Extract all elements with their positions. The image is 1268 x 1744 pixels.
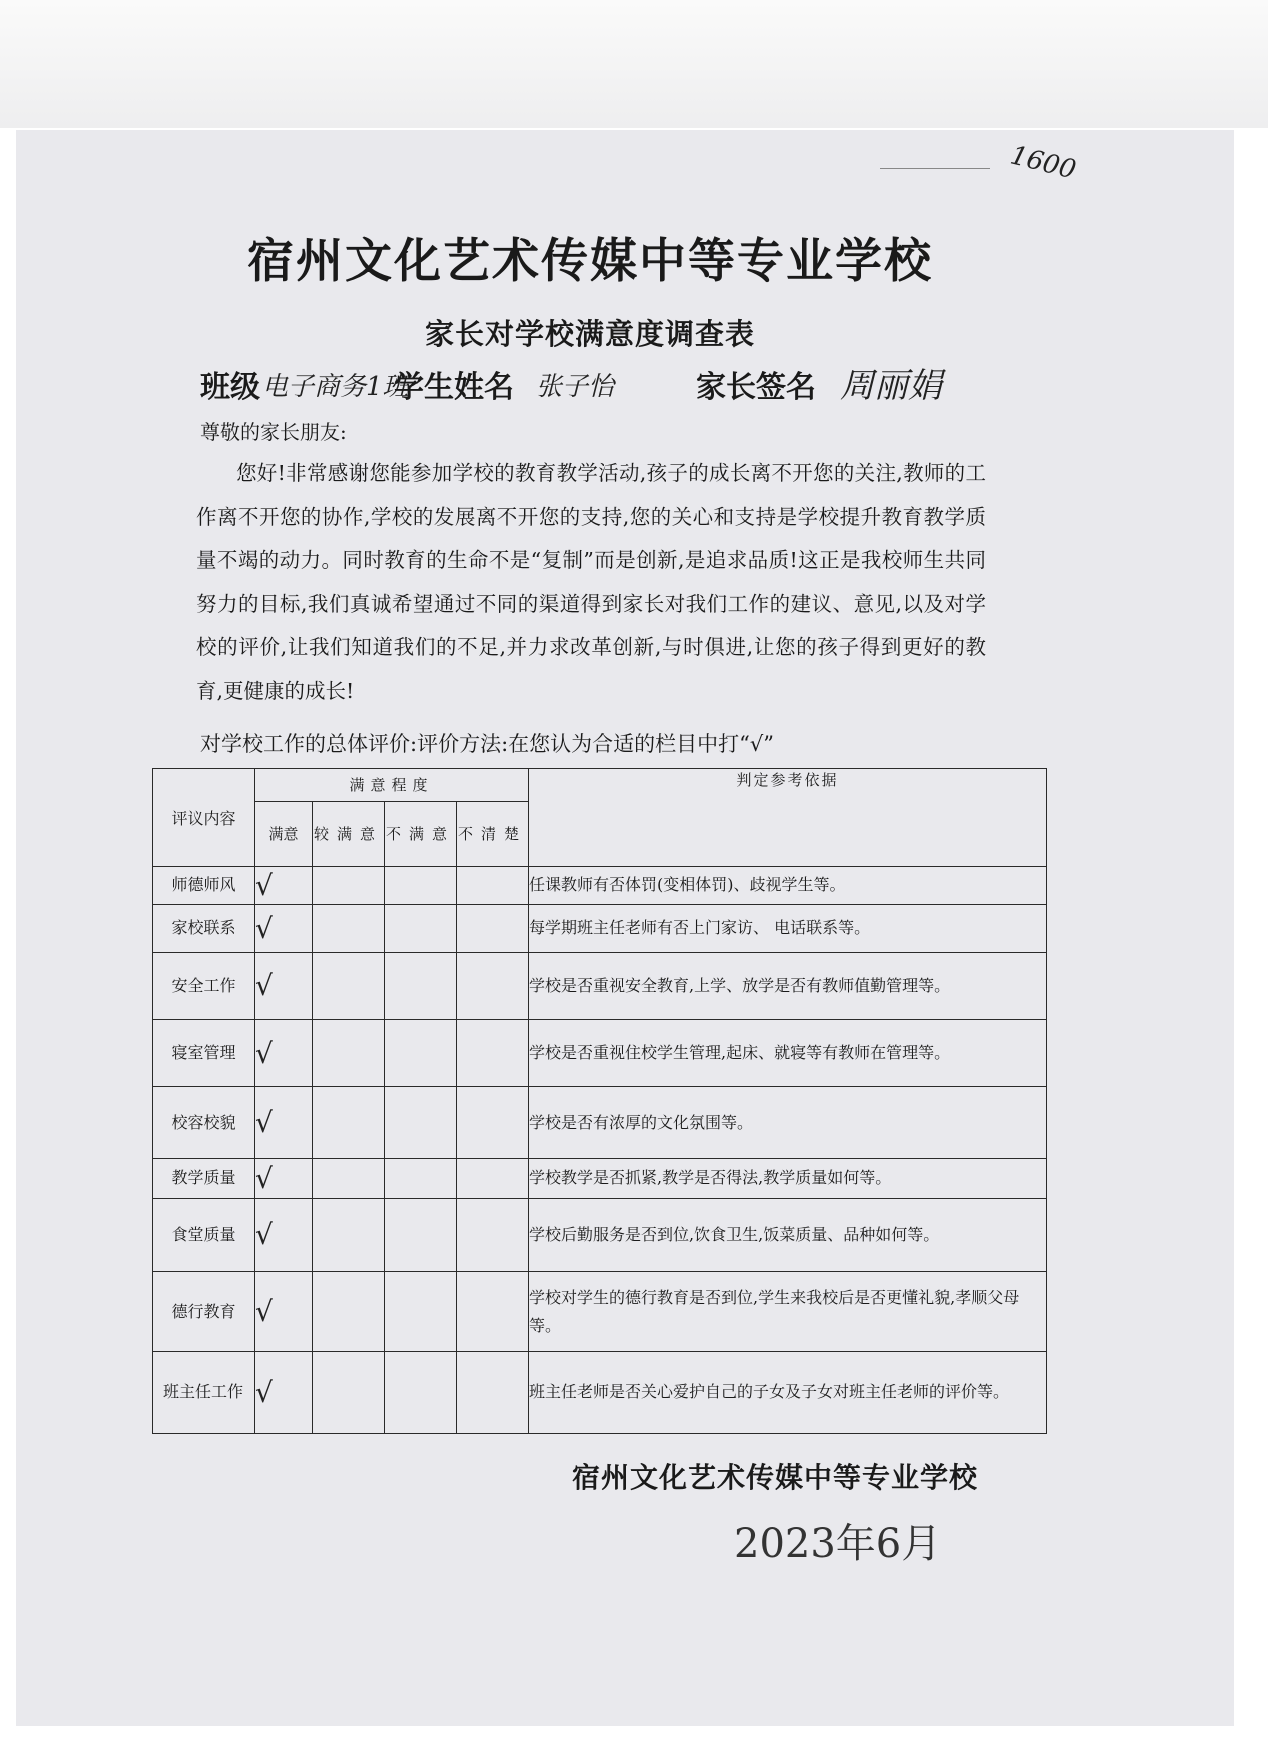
header-level-fairly-satisfied: 较满意	[313, 801, 385, 866]
row-criteria: 每学期班主任老师有否上门家访、 电话联系等。	[529, 904, 1047, 952]
table-row	[153, 866, 1047, 904]
check-mark-satisfied[interactable]: √	[255, 1198, 313, 1272]
check-mark-satisfied[interactable]: √	[255, 1158, 313, 1198]
survey-table	[152, 768, 1047, 1434]
row-criteria: 学校对学生的德行教育是否到位,学生来我校后是否更懂礼貌,孝顺父母等。	[529, 1272, 1047, 1352]
intro-paragraph: 您好!非常感谢您能参加学校的教育教学活动,孩子的成长离不开您的关注,教师的工作离不开您的协作,学校的发展离不开您的支持,您的关心和支持是学校提升教育教学质量不竭的动力。同时教育的生命不是“复制”而是创新,是追求品质!这正是我校师生共同努力的目标,我们真诚希望通过不同的渠道得到家长对我们工作的建议、意见,以及对学校的评价,让我们知道我们的不足,并力求改革创新,与时俱进,让您的孩子得到更好的教育,更健康的成长!	[196, 461, 986, 703]
cell-fairly-satisfied[interactable]	[313, 952, 385, 1019]
evaluation-method: 对学校工作的总体评价:评价方法:在您认为合适的栏目中打“√”	[200, 732, 775, 756]
cell-unsure[interactable]	[457, 866, 529, 904]
student-name-label: 学生姓名	[394, 370, 514, 405]
cell-unsure[interactable]	[457, 1087, 529, 1158]
cell-fairly-satisfied[interactable]	[313, 866, 385, 904]
check-mark-satisfied[interactable]: √	[255, 904, 313, 952]
check-mark-satisfied[interactable]: √	[255, 1020, 313, 1087]
row-criteria: 学校是否有浓厚的文化氛围等。	[529, 1087, 1047, 1158]
cell-dissatisfied[interactable]	[385, 1272, 457, 1352]
table-row	[153, 1087, 1047, 1158]
cell-unsure[interactable]	[457, 1020, 529, 1087]
cell-unsure[interactable]	[457, 952, 529, 1019]
student-name-value: 张子怡	[536, 372, 615, 402]
cell-fairly-satisfied[interactable]	[313, 904, 385, 952]
cell-dissatisfied[interactable]	[385, 904, 457, 952]
table-row	[153, 1020, 1047, 1087]
scan-top-margin	[0, 0, 1268, 128]
row-item: 校容校貌	[153, 1087, 255, 1158]
cell-unsure[interactable]	[457, 1198, 529, 1272]
school-title: 宿州文化艺术传媒中等专业学校	[247, 234, 933, 289]
cell-dissatisfied[interactable]	[385, 1351, 457, 1433]
footer-school-name: 宿州文化艺术传媒中等专业学校	[572, 1461, 979, 1494]
cell-fairly-satisfied[interactable]	[313, 1158, 385, 1198]
row-item: 食堂质量	[153, 1198, 255, 1272]
cell-dissatisfied[interactable]	[385, 866, 457, 904]
cell-fairly-satisfied[interactable]	[313, 1087, 385, 1158]
row-criteria: 学校是否重视安全教育,上学、放学是否有教师值勤管理等。	[529, 952, 1047, 1019]
table-row	[153, 1158, 1047, 1198]
class-label: 班级	[200, 370, 260, 405]
parent-signature-label: 家长签名	[696, 370, 816, 405]
table-row	[153, 1351, 1047, 1433]
cell-dissatisfied[interactable]	[385, 1158, 457, 1198]
cell-unsure[interactable]	[457, 1272, 529, 1352]
footer-date: 2023年6月	[734, 1521, 942, 1567]
check-mark-satisfied[interactable]: √	[255, 952, 313, 1019]
cell-fairly-satisfied[interactable]	[313, 1351, 385, 1433]
check-mark-satisfied[interactable]: √	[255, 1087, 313, 1158]
row-item: 家校联系	[153, 904, 255, 952]
cell-fairly-satisfied[interactable]	[313, 1020, 385, 1087]
cell-dissatisfied[interactable]	[385, 1020, 457, 1087]
row-criteria: 班主任老师是否关心爱护自己的子女及子女对班主任老师的评价等。	[529, 1351, 1047, 1433]
row-item: 班主任工作	[153, 1351, 255, 1433]
header-basis: 判定参考依据	[529, 769, 1047, 867]
cell-unsure[interactable]	[457, 904, 529, 952]
check-mark-satisfied[interactable]: √	[255, 1351, 313, 1433]
row-item: 教学质量	[153, 1158, 255, 1198]
parent-signature-value: 周丽娟	[840, 366, 942, 406]
cell-fairly-satisfied[interactable]	[313, 1198, 385, 1272]
corner-note: 1600	[1007, 140, 1079, 186]
table-row	[153, 1272, 1047, 1352]
row-criteria: 学校教学是否抓紧,教学是否得法,教学质量如何等。	[529, 1158, 1047, 1198]
row-item: 寝室管理	[153, 1020, 255, 1087]
cell-fairly-satisfied[interactable]	[313, 1272, 385, 1352]
class-value: 电子商务1班	[262, 372, 409, 402]
row-criteria: 学校后勤服务是否到位,饮食卫生,饭菜质量、品种如何等。	[529, 1198, 1047, 1272]
cell-dissatisfied[interactable]	[385, 1198, 457, 1272]
row-item: 安全工作	[153, 952, 255, 1019]
table-row	[153, 952, 1047, 1019]
row-item: 德行教育	[153, 1272, 255, 1352]
row-criteria: 学校是否重视住校学生管理,起床、就寝等有教师在管理等。	[529, 1020, 1047, 1087]
greeting: 尊敬的家长朋友:	[200, 420, 347, 444]
table-row	[153, 1198, 1047, 1272]
info-row	[200, 362, 1000, 408]
header-satisfaction: 满意程度	[255, 769, 529, 802]
header-item: 评议内容	[153, 769, 255, 867]
cell-unsure[interactable]	[457, 1351, 529, 1433]
corner-line	[880, 168, 990, 169]
header-level-unsure: 不清楚	[457, 801, 529, 866]
header-level-satisfied: 满意	[255, 801, 313, 866]
table-header-row	[153, 769, 1047, 802]
survey-subtitle: 家长对学校满意度调查表	[424, 317, 755, 351]
cell-unsure[interactable]	[457, 1158, 529, 1198]
header-level-dissatisfied: 不满意	[385, 801, 457, 866]
row-criteria: 任课教师有否体罚(变相体罚)、歧视学生等。	[529, 866, 1047, 904]
cell-dissatisfied[interactable]	[385, 1087, 457, 1158]
check-mark-satisfied[interactable]: √	[255, 1272, 313, 1352]
row-item: 师德师风	[153, 866, 255, 904]
cell-dissatisfied[interactable]	[385, 952, 457, 1019]
table-row	[153, 904, 1047, 952]
check-mark-satisfied[interactable]: √	[255, 866, 313, 904]
